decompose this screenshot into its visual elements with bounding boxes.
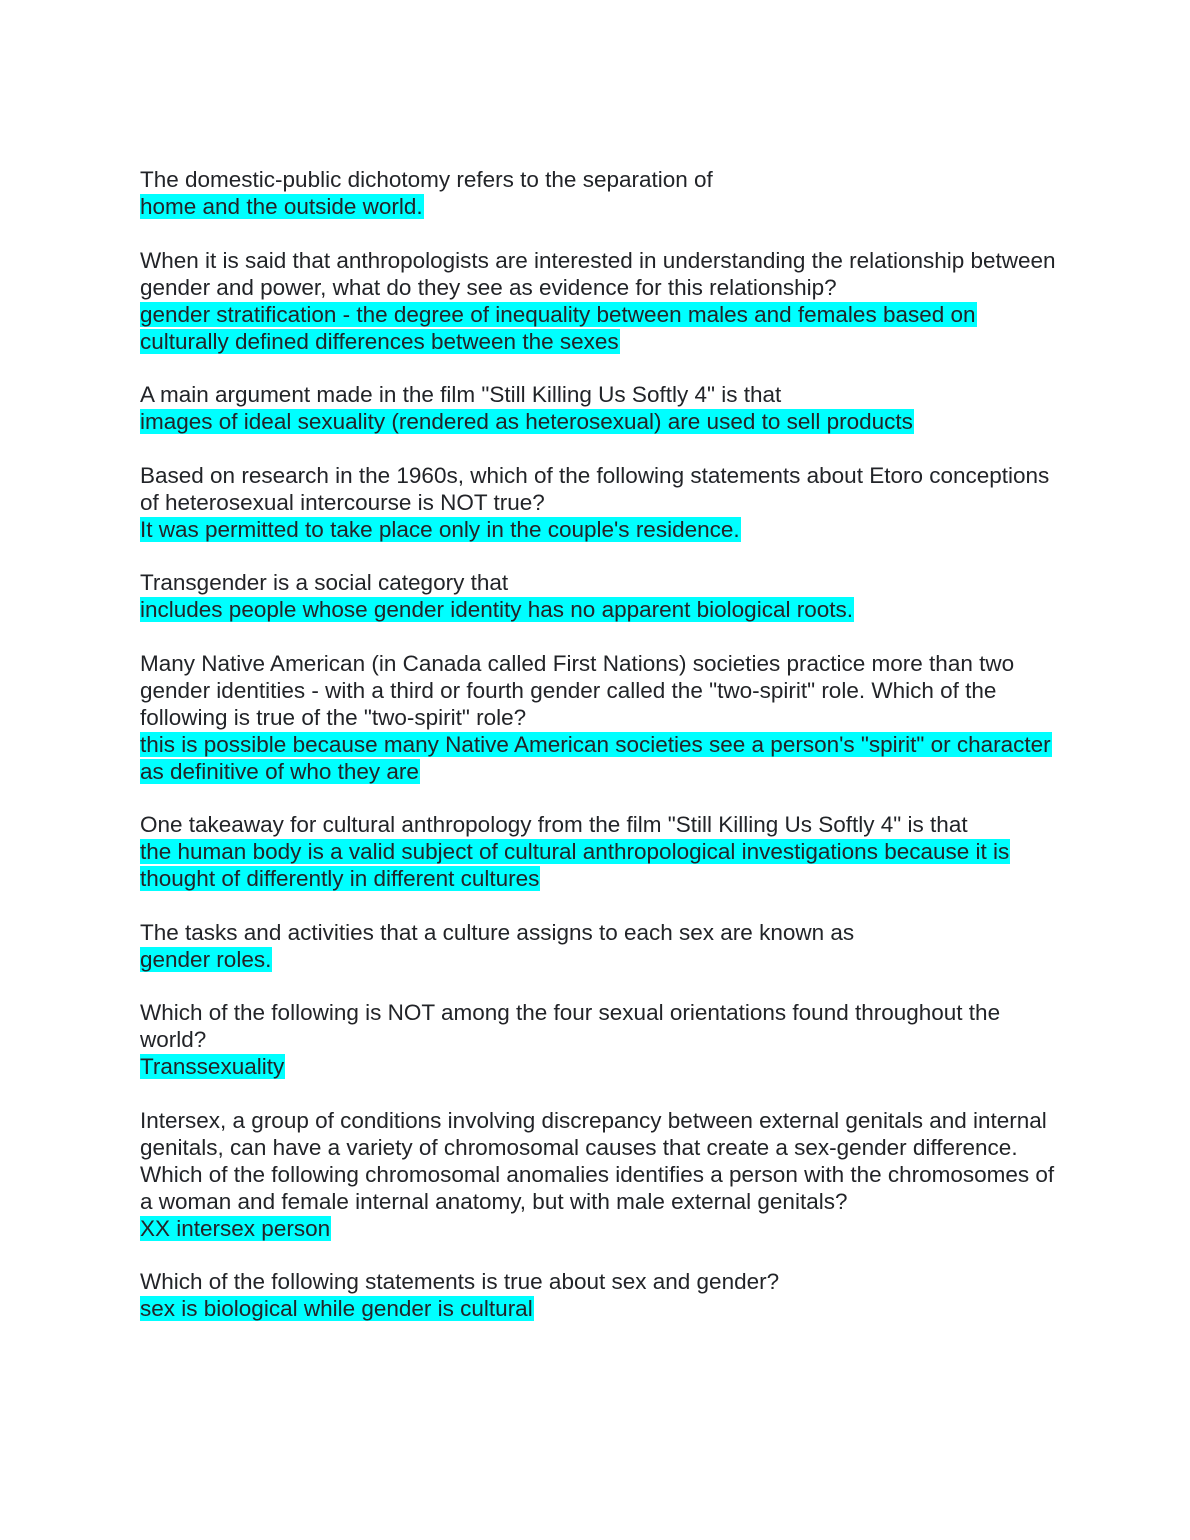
qa-item — [140, 999, 1060, 1080]
question-text: Many Native American (in Canada called First Nations) societies practice more than two gender identities - with a third or fourth gender called the "two-spirit" role. Which of the following is true of the "two-spirit" role? — [140, 650, 1015, 730]
answer-line — [140, 838, 1060, 892]
answer-highlight: this is possible because many Native American societies see a person's "spirit" or character as definitive of who they are — [140, 731, 1051, 784]
answer-line — [140, 1215, 1060, 1242]
qa-item — [140, 247, 1060, 355]
answer-line — [140, 408, 1060, 435]
qa-item — [140, 381, 1060, 435]
answer-highlight: sex is biological while gender is cultural — [140, 1296, 533, 1321]
qa-item — [140, 811, 1060, 892]
answer-highlight: It was permitted to take place only in the couple's residence. — [140, 516, 740, 542]
answer-highlight: images of ideal sexuality (rendered as heterosexual) are used to sell products — [140, 409, 913, 434]
answer-line — [140, 946, 1060, 973]
qa-item — [140, 919, 1060, 973]
answer-line — [140, 301, 1060, 355]
answer-line — [140, 596, 1060, 623]
answer-highlight: XX intersex person — [140, 1215, 331, 1241]
answer-line — [140, 1053, 1060, 1080]
answer-highlight: gender stratification - the degree of inequality between males and females based on culturally defined differences between the sexes — [140, 301, 976, 354]
qa-item — [140, 569, 1060, 623]
question-text: One takeaway for cultural anthropology from the film "Still Killing Us Softly 4" is that — [140, 812, 968, 837]
question-text: The tasks and activities that a culture assigns to each sex are known as — [140, 919, 855, 945]
answer-line — [140, 193, 1060, 220]
answer-highlight: home and the outside world. — [140, 194, 423, 219]
document-page — [140, 166, 1060, 1349]
question-text: Which of the following is NOT among the four sexual orientations found throughout the world? — [140, 1000, 1001, 1052]
answer-highlight: gender roles. — [140, 946, 272, 972]
answer-line — [140, 731, 1060, 785]
answer-line — [140, 1295, 1060, 1322]
question-text: Based on research in the 1960s, which of the following statements about Etoro conceptions of heterosexual intercourse is NOT true? — [140, 462, 1050, 515]
qa-item — [140, 1268, 1060, 1322]
qa-item — [140, 166, 1060, 220]
qa-item — [140, 462, 1060, 543]
question-text: Which of the following statements is true about sex and gender? — [140, 1269, 780, 1294]
answer-line — [140, 516, 1060, 543]
answer-highlight: the human body is a valid subject of cultural anthropological investigations because it is thought of differently in different cultures — [140, 839, 1010, 891]
answer-highlight: includes people whose gender identity has no apparent biological roots. — [140, 597, 853, 622]
answer-highlight: Transsexuality — [140, 1054, 285, 1079]
question-text: Transgender is a social category that — [140, 570, 509, 595]
question-text: When it is said that anthropologists are interested in understanding the relationship between gender and power, what do they see as evidence for this relationship? — [140, 247, 1056, 300]
question-text: Intersex, a group of conditions involving discrepancy between external genitals and internal genitals, can have a variety of chromosomal causes that create a sex-gender difference. Which of the following chromosomal anomalies identifies a person with the chromosomes of a woman and female internal anatomy, but with male external genitals? — [140, 1107, 1055, 1214]
qa-item — [140, 1107, 1060, 1242]
question-text: The domestic-public dichotomy refers to the separation of — [140, 167, 713, 192]
qa-item — [140, 650, 1060, 785]
question-text: A main argument made in the film "Still Killing Us Softly 4" is that — [140, 382, 782, 407]
